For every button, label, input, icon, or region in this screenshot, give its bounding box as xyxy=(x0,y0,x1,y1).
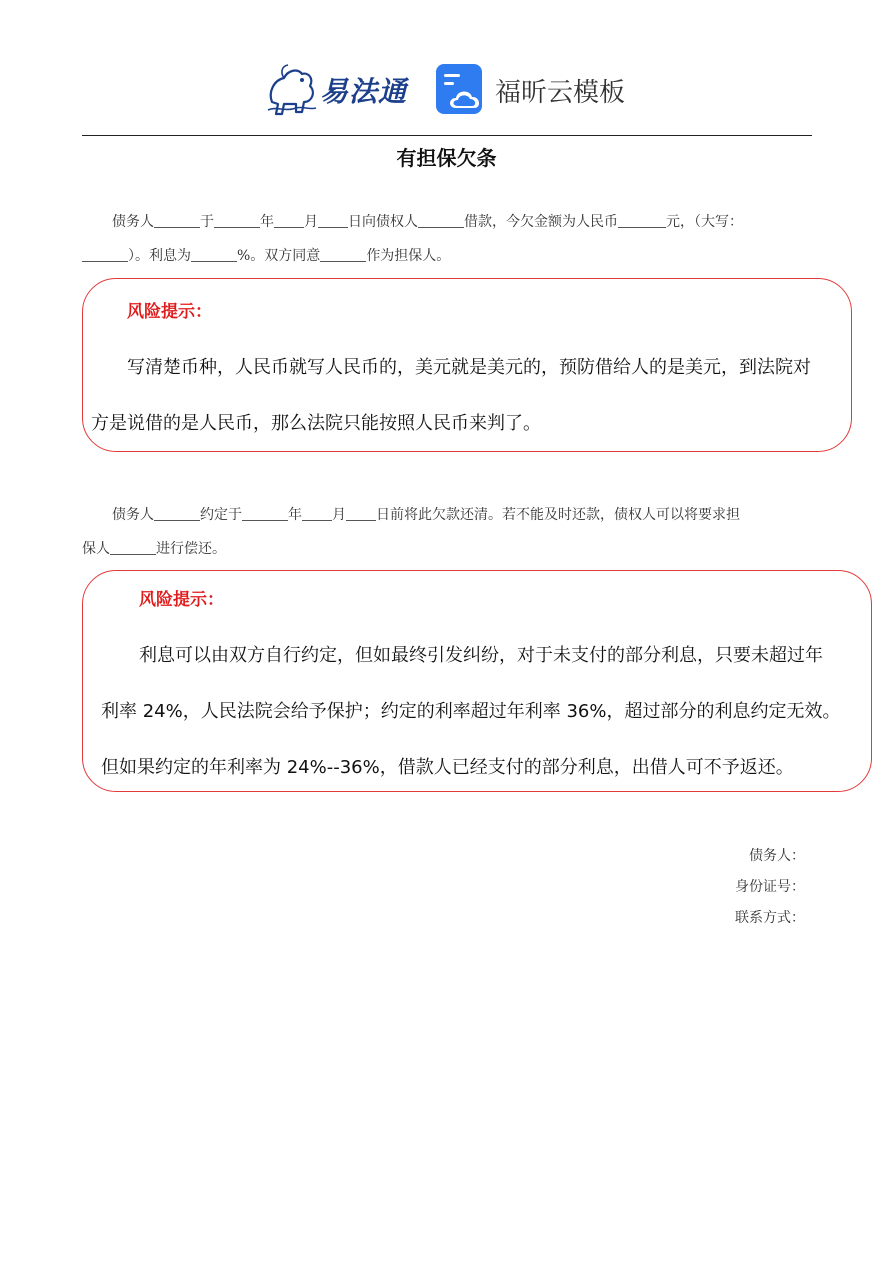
text-segment: 月 xyxy=(332,507,346,523)
qilin-icon xyxy=(262,62,320,118)
document-title: 有担保欠条 xyxy=(396,146,497,170)
risk-title: 风险提示： xyxy=(139,590,224,610)
risk-notice-currency xyxy=(82,278,852,452)
fuxin-logo xyxy=(436,64,636,118)
header xyxy=(0,60,893,124)
blank-field xyxy=(320,247,366,262)
risk-title: 风险提示： xyxy=(127,302,212,322)
paragraph-repayment-terms xyxy=(82,498,814,566)
text-segment: 债务人 xyxy=(112,507,154,523)
paragraph-line xyxy=(82,205,814,239)
signature-contact: 联系方式： xyxy=(735,910,805,926)
risk-text-line: 方是说借的是人民币，那么法院只能按照人民币来判了。 xyxy=(91,413,541,434)
paragraph-loan-terms xyxy=(82,205,814,273)
signature-debtor: 债务人： xyxy=(749,848,805,864)
header-divider xyxy=(82,135,812,136)
text-segment: 于 xyxy=(200,214,214,230)
text-segment: %。双方同意 xyxy=(237,248,321,264)
text-segment: 元，（大写： xyxy=(666,214,743,230)
paragraph-line xyxy=(82,532,814,566)
risk-text-line: 利息可以由双方自行约定，但如最终引发纠纷，对于未支付的部分利息，只要未超过年 xyxy=(139,645,823,666)
blank-field xyxy=(214,213,260,228)
text-segment: 债务人 xyxy=(112,214,154,230)
blank-field xyxy=(110,540,156,555)
signature-id-number: 身份证号： xyxy=(735,879,805,895)
text-segment: 作为担保人。 xyxy=(366,248,451,264)
risk-text-line: 写清楚币种，人民币就写人民币的，美元就是美元的，预防借给人的是美元，到法院对 xyxy=(127,357,811,378)
blank-field xyxy=(82,247,128,262)
blank-field xyxy=(302,506,332,521)
text-segment: 日前将此欠款还清。若不能及时还款，债权人可以将要求担 xyxy=(376,507,740,523)
blank-field xyxy=(242,506,288,521)
yifatong-logo xyxy=(262,62,412,118)
blank-field xyxy=(318,213,348,228)
text-segment: 进行偿还。 xyxy=(156,541,226,557)
blank-field xyxy=(418,213,464,228)
text-segment: ）。利息为 xyxy=(128,248,191,264)
text-segment: 保人 xyxy=(82,541,110,557)
risk-text-line: 利率 24%，人民法院会给予保护；约定的利率超过年利率 36%，超过部分的利息约定无效。 xyxy=(101,701,841,722)
risk-text-line: 但如果约定的年利率为 24%--36%，借款人已经支付的部分利息，出借人可不予返还。 xyxy=(101,757,794,778)
paragraph-line xyxy=(82,239,814,273)
blank-field xyxy=(191,247,237,262)
logo-left-text: 易法通 xyxy=(320,75,408,108)
text-segment: 约定于 xyxy=(200,507,242,523)
blank-field xyxy=(618,213,666,228)
text-segment: 月 xyxy=(304,214,318,230)
blank-field xyxy=(346,506,376,521)
cloud-document-icon xyxy=(436,64,484,114)
text-segment: 日向债权人 xyxy=(348,214,418,230)
blank-field xyxy=(154,213,200,228)
text-segment: 年 xyxy=(260,214,274,230)
logo-right-text: 福昕云模板 xyxy=(495,78,626,108)
text-segment: 年 xyxy=(288,507,302,523)
blank-field xyxy=(154,506,200,521)
blank-field xyxy=(274,213,304,228)
text-segment: 借款，今欠金额为人民币 xyxy=(464,214,618,230)
paragraph-line xyxy=(82,498,814,532)
risk-notice-interest xyxy=(82,570,872,792)
